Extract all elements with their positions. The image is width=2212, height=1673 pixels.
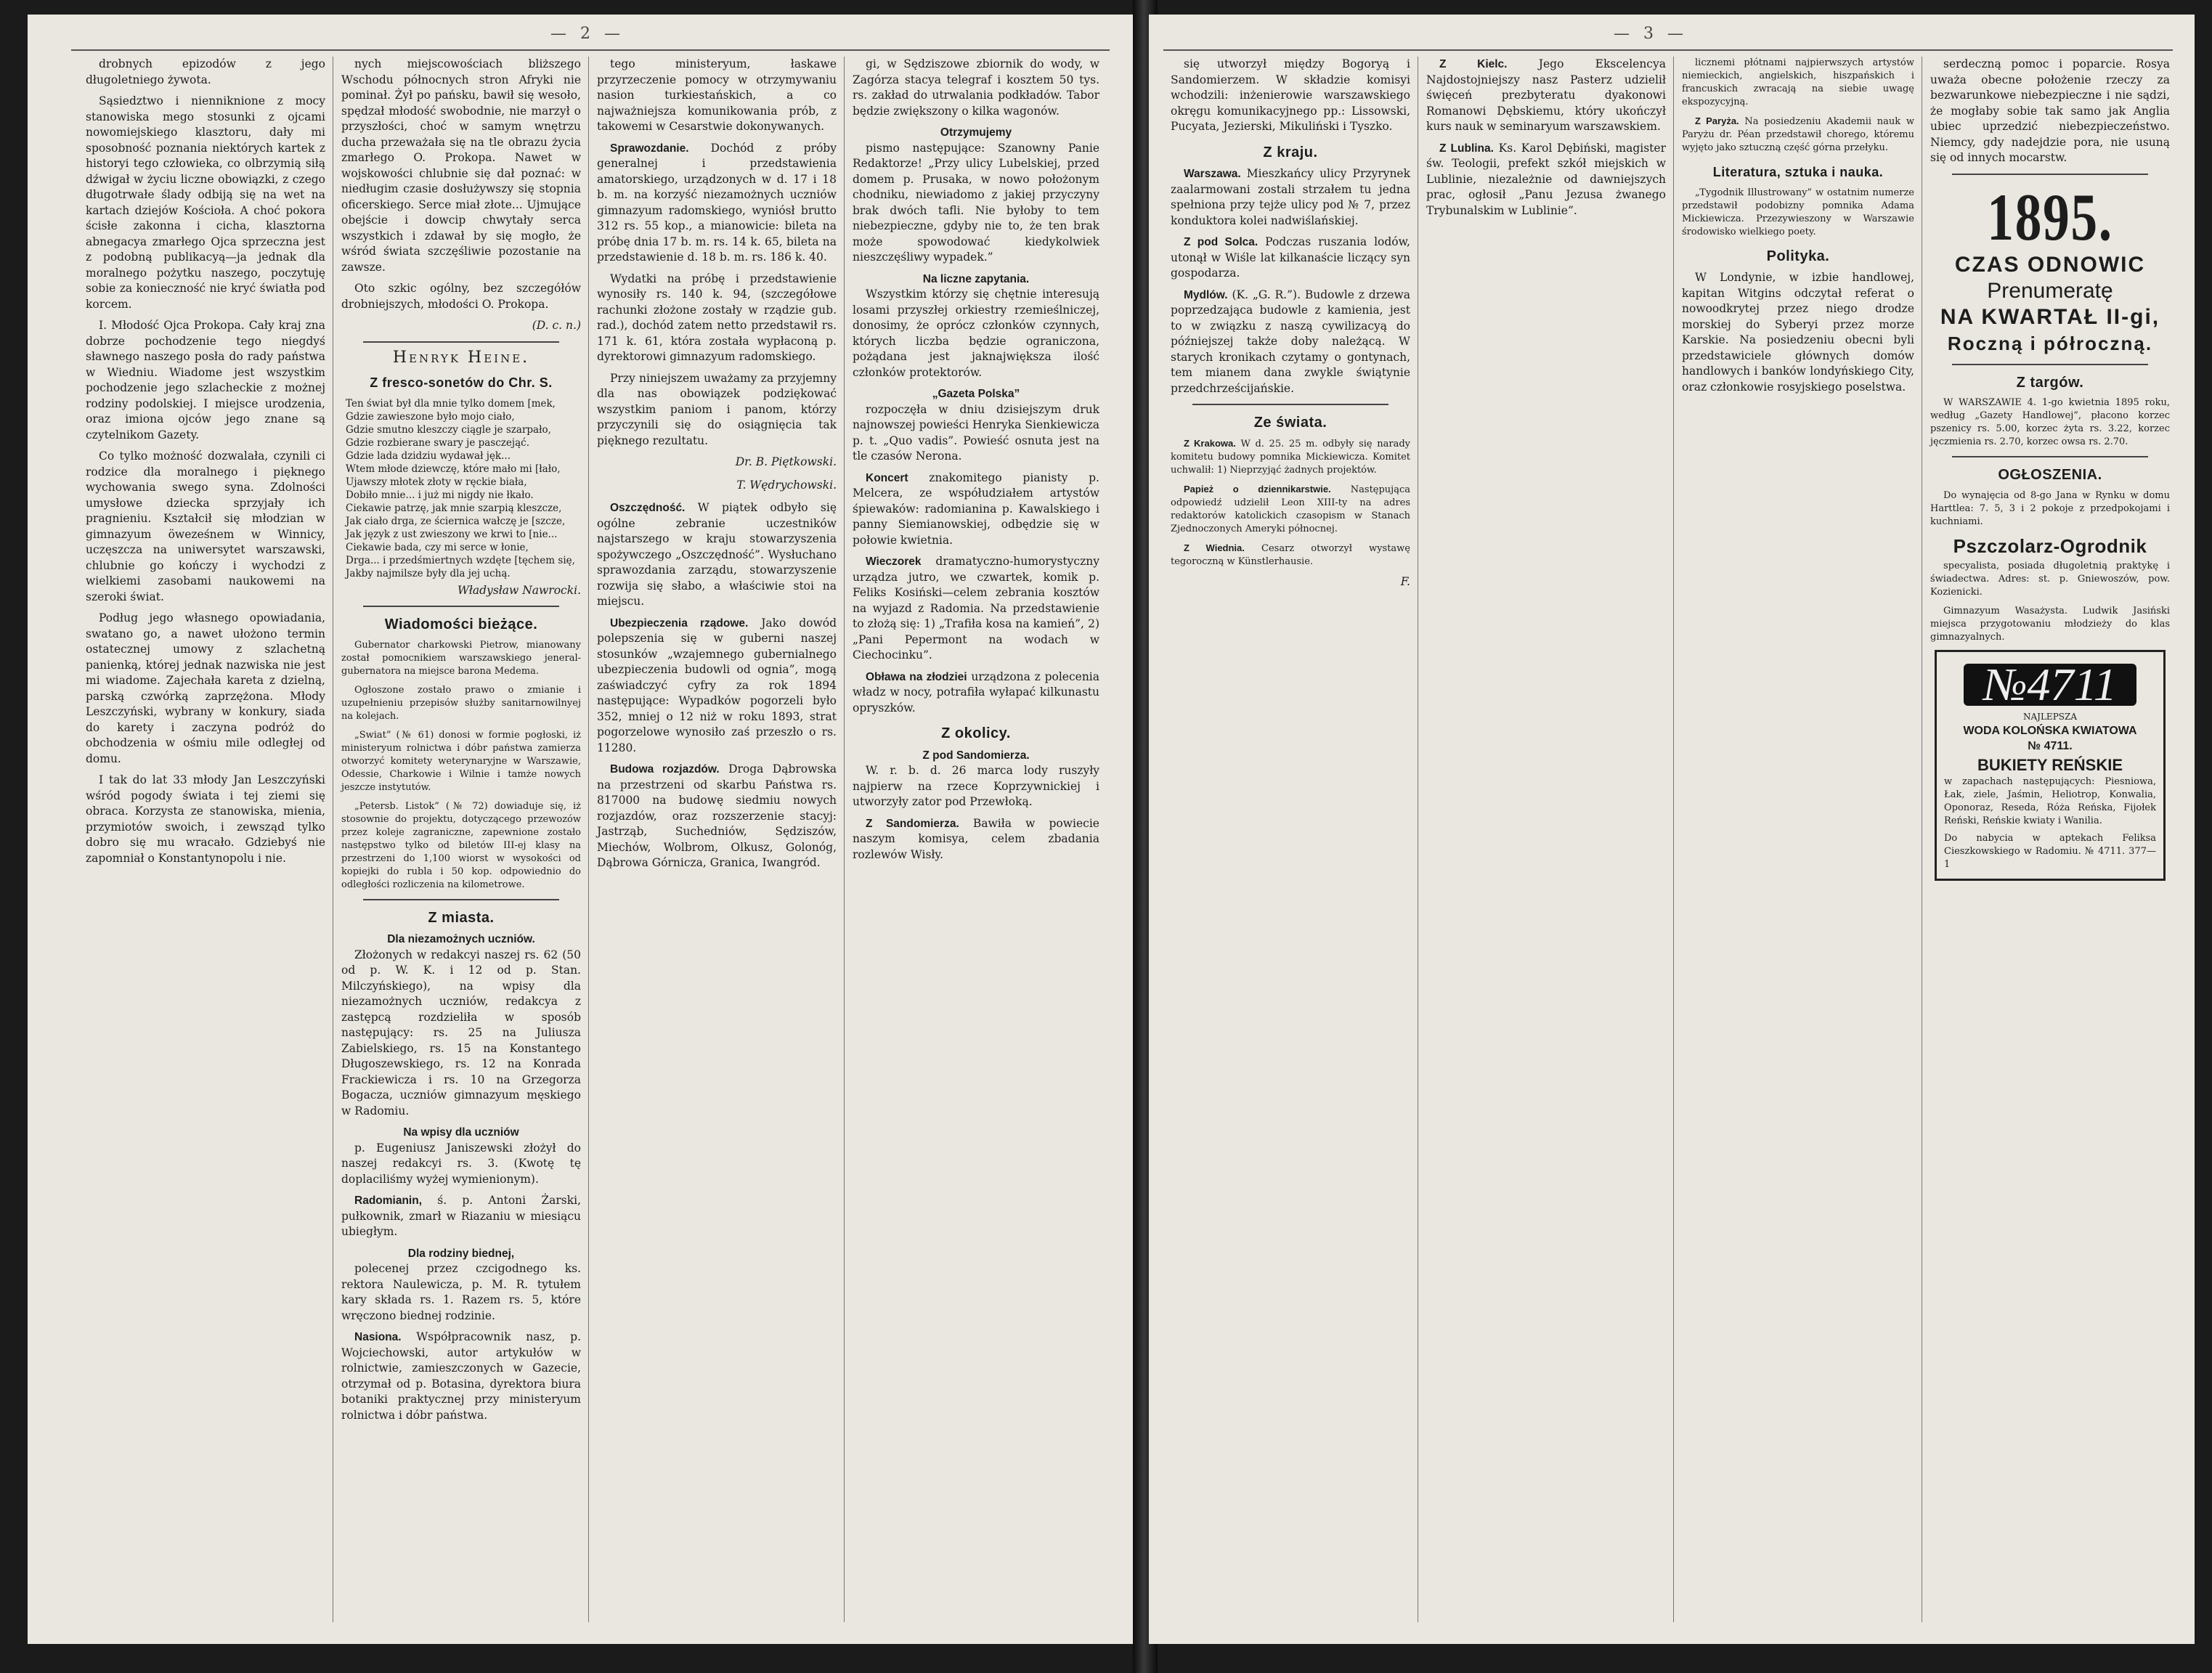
paragraph: Do wynajęcia od 8-go Jana w Rynku w domu Harttlea: 7. 5, 3 i 2 pokoje z przedpokojami i kuchniami.: [1930, 489, 2170, 527]
item-heading: Papież o dziennikarstwie.: [1184, 483, 1331, 494]
poem-line: Dobiło mnie... i już mi nigdy nie łkało.: [346, 489, 534, 501]
ad-line: NAJLEPSZA: [2022, 711, 2077, 722]
section-title: Z miasta.: [428, 909, 495, 926]
section-title: Ze świata.: [1253, 415, 1327, 431]
item-heading: „Gazeta Polska”: [932, 388, 1020, 400]
paragraph: gi, w Sędziszowe zbiornik do wody, w Zagórza stacya telegraf i kosztem 50 tys. rs. zakład do utrwalania podkładów. Tabor będzie zwiększony o kilka wagonów.: [853, 57, 1099, 118]
section-title: Wiadomości bieżące.: [384, 616, 538, 632]
ad-logo: №4711: [1964, 664, 2136, 706]
item-heading: Z pod Sandomierza.: [922, 749, 1030, 762]
news-item: „Petersb. Listok” (№ 72) dowiaduje się, iż stosownie do projektu, dotyczącego przewozów przez koleje zagraniczne, zapewnione zostało następstwo tylko od biletów III-ej klasy na przestrzeni do 1,100 wiorst w wysokości od kopiejki do rubla i 50 kop. odpowiednio do odległości rozliczenia na kilometrowe.: [341, 800, 581, 890]
item-heading: Na wpisy dla uczniów: [403, 1126, 519, 1139]
paragraph: serdeczną pomoc i poparcie. Rosya uważa obecne położenie rzeczy za bezwarunkowe niebezpieczne i nie sądzi, że mogłaby sobie tak samo jak Anglia ubiec uprzedzić niebezpieczeństwo. Niemcy, gdy nadejdzie pora, nie usuną się od innych mocarstw.: [1930, 57, 2170, 164]
item-heading: Z Lublina.: [1439, 142, 1494, 155]
section-title: Polityka.: [1766, 248, 1830, 264]
poem-line: Wtem młode dziewczę, które mało mi [łało,: [346, 463, 561, 475]
article-column-3: [597, 57, 837, 1622]
ad-text: w zapachach następujących: Piesniowa, Łak, ziele, Jaśmin, Heliotrop, Konwalia, Oponoraz, Reseda, Róża Reńska, Fijołek Reński, Reńskie kwiaty i Wanilia.: [1944, 776, 2156, 826]
paragraph-text: Bawiła w powiecie naszym komisya, celem zbadania rozlewów Wisły.: [853, 816, 1099, 861]
paragraph: drobnych epizodów z jego długoletniego żywota.: [86, 57, 325, 86]
paragraph: W WARSZAWIE 4. 1-go kwietnia 1895 roku, według „Gazety Handlowej”, płacono korzec pszenicy rs. 5.00, korzec żyta rs. 3.22, korzec jęczmienia rs. 2.70, korzec owsa rs. 2.70.: [1930, 397, 2170, 447]
item-heading: Sprawozdanie.: [610, 142, 689, 155]
cologne-ad: [1935, 650, 2166, 881]
poem-line: Jak ciało drga, ze ściernica wałczę je [szcze,: [346, 515, 566, 527]
item-heading: Z Krakowa.: [1184, 437, 1236, 449]
section-title: Literatura, sztuka i nauka.: [1712, 165, 1884, 179]
article-column-4: [853, 57, 1099, 1622]
item-heading: Z pod Solca.: [1184, 236, 1259, 248]
paragraph: Wydatki na próbę i przedstawienie wynosiły rs. 140 k. 94, (szczegółowe rachunki złożone zostały w rządzie gub. rad.), dochód zatem netto przedstawił rs. 171 k. 61, która została wypłaconą p. dyrektorowi gimnazyum radomskiego.: [597, 272, 837, 363]
translator: Władysław Nawrocki.: [457, 583, 581, 597]
section-divider: [1952, 174, 2148, 175]
section-title: Z okolicy.: [941, 725, 1011, 741]
item-heading: Nasiona.: [354, 1331, 402, 1343]
paragraph: Sąsiedztwo i nienniknione z mocy stanowiska mego stosunki z ojcami nowomiejskiego klasztoru, dały mi sposobność poznania niektórych kartek z historyi tego człowieka, co olbrzymią siłą dźwigał w życiu liczne obowiązki, z czego długotrwałe ślady odbiją się na wet na kartach dziejów Kościoła. A choć pokora ścisłe zakonna i cicha, klasztorna abnegacya zmarłego Ojca sprzeczna jest z podobną publikacyą—ja jednak dla moralnego pożytku naszego, poczytuję sobie za konieczność nie kryć światła pod korcem.: [86, 94, 325, 311]
ad-footer: Do nabycia w aptekach Feliksa Cieszkowskiego w Radomiu. № 4711. 377—1: [1944, 833, 2156, 870]
column-divider: [588, 57, 589, 1622]
poem: [341, 397, 581, 580]
paragraph-text: Jako dowód polepszenia się w guberni naszej stosunków „wzajemnego gubernialnego ubezpieczenia budowli od ognia”, mogą zaświadczyć cyfry za rok 1894 następujące: Wypadków pogorzeli było 352, mniej o 12 niż w roku 1893, strat pogorzelowe wynosiło zaś przeszło o rs. 11280.: [597, 616, 837, 754]
signature: (D. c. n.): [532, 319, 581, 332]
paragraph-text: W d. 25. 25 m. odbyły się narady komitetu budowy pomnika Mickiewicza. Komitet uchwalił: 1) Nieprzyjąć żadnych projektów.: [1171, 438, 1410, 476]
paragraph: rozpoczęła w dniu dzisiejszym druk najnowszej powieści Henryka Sienkiewicza p. t. „Quo vadis”. Powieść osnuta jest na tle czasów Nerona.: [853, 402, 1099, 463]
paragraph-text: Na posiedzeniu Akademii nauk w Paryżu dr. Péan przedstawił chorego, któremu wyjęto jako sztuczną część górna przełyku.: [1682, 116, 1914, 153]
poem-line: Jakby najmilsze były dla jej uchą.: [346, 567, 511, 579]
paragraph: I tak do lat 33 młody Jan Leszczyński wśród pogody świata i tej ziemi się obraca. Korzysta ze stanowiska, mienia, przymiotów swoich, i zewsząd tylko dobro się mu wracało. Gdziebyś nie zapomniał o Konstantynopolu i nie.: [86, 773, 325, 865]
ad-title: Pszczolarz-Ogrodnik: [1953, 534, 2147, 557]
ad-line: № 4711.: [2028, 740, 2073, 752]
article-column-2: [1426, 57, 1666, 1622]
paragraph-text: Droga Dąbrowska na przestrzeni od skarbu Państwa rs. 817000 na budowę siedmiu nowych rozjazdów, oraz rozszerzenie stacyj: Jastrząb, Suchedniów, Sędziszów, Miechów, Wolbrom, Olkusz, Golonóg, Dąbrowa Górnicza, Granica, Iwangród.: [597, 762, 837, 869]
paragraph: pismo następujące: Szanowny Panie Redaktorze! „Przy ulicy Lubelskiej, przed domem p. Prusaka, w nowo położonym chodniku, niewiadomo z jakiej przyczyny brak dwóch tafli. Nie byłoby to tem niebezpieczne, gdyby nie to, że ten brak może spowodować kiedykolwiek nieszczęśliwy wypadek.”: [853, 141, 1099, 264]
poem-line: Gdzie smutno kleszczy ciągle je szarpało,: [346, 423, 551, 436]
page-number: — 3 —: [1614, 25, 1688, 43]
news-item: Ogłoszone zostało prawo o zmianie i uzupełnieniu przepisów służby sanitarnowilnyej na kolejach.: [341, 684, 581, 722]
article-column-1: [1171, 57, 1410, 1622]
paragraph-text: Cesarz otworzył wystawę tegoroczną w Künstlerhausie.: [1171, 542, 1410, 567]
poem-line: Gdzie lada dzidziu wydawał jęk...: [346, 449, 511, 462]
top-rule: [1163, 49, 2173, 51]
paragraph: specyalista, posiada długoletnią praktykę i świadectwa. Adres: st. p. Gniewoszów, pow. Kozienicki.: [1930, 561, 2170, 598]
paragraph-text: Współpracownik nasz, p. Wojciechowski, autor artykułów w rolnictwie, zamieszczonych w Gazecie, otrzymał od p. Botasina, dyrektora biura botaniki praktycznej przy ministeryum rolnictwa i dóbr państwa.: [341, 1330, 581, 1422]
item-heading: Mydlów.: [1184, 288, 1228, 301]
item-heading: Obława na złodziei: [866, 670, 967, 683]
paragraph: Gimnazyum Wasażysta. Ludwik Jasiński miejsca przygotowaniu młodzieży do klas gimnazyalnych.: [1930, 606, 2170, 643]
paragraph-text: znakomitego pianisty p. Melcera, ze współudziałem artystów śpiewaków: radomianina p. Kawalskiego i panny Siemianowskiej, odbędzie się w połowie kwietnia.: [853, 471, 1099, 547]
paragraph-text: Jego Ekscelencya Najdostojniejszy nasz Pasterz udzielił święceń prezbyteratu dyakonowi Romanowi Dębskiemu, który ukończył kurs nauk w seminaryum warszawskiem.: [1426, 57, 1666, 133]
paragraph: Co tylko możność dozwalała, czynili ci rodzice dla moralnego i pięknego wychowania swego syna. Zdolności umysłowe dziecka sprzyjały ich pragnieniu. Kształcił się młodzian w gimnazyum öweześnem w Winnicy, uczęszcza na uniwersytet warszawski, chlubnie go kończy i wychodzi z wielkiemi zasobami naukowemi na szeroki świat.: [86, 449, 325, 603]
paragraph: W. r. b. d. 26 marca lody ruszyły najpierw na rzece Koprzywnickiej i utworzyły zator pod Przewłoką.: [853, 764, 1099, 808]
paragraph-text: dramatyczno-humorystyczny urządza jutro, we czwartek, komik p. Feliks Kosiński—celem zebrania kosztów na wyjazd z Radomia. Na przedstawienie to złożą się: 1) „Trafiła kosa na kamień”, 2) „Pani Pepermont na wodach w Ciechocinku”.: [853, 555, 1099, 662]
paragraph: polecenej przez czcigodnego ks. rektora Naulewicza, p. M. R. tytułem kary składa rs. 1. Razem rs. 5, które wręczono biednej rodzinie.: [341, 1262, 581, 1322]
poem-line: Ciekawie bada, czy mi serce w łonie,: [346, 541, 529, 553]
paragraph: Przy niniejszem uważamy za przyjemny dla nas obowiązek podziękować wszystkim paniom i panom, którzy przyczynili się do osiągnięcia tak pięknego rezultatu.: [597, 371, 837, 447]
item-heading: Dla rodziny biednej,: [407, 1247, 515, 1260]
paragraph: tego ministeryum, łaskawe przyrzeczenie pomocy w otrzymywaniu nasion turkiestańskich, a co najważniejsza komunikowania prób, z takowemi w Cesarstwie dokonywanych.: [597, 57, 837, 133]
signature: T. Wędrychowski.: [736, 478, 837, 492]
section-divider: [1952, 364, 2148, 365]
article-column-2: [341, 57, 581, 1622]
news-item: „Swiat” (№ 61) donosi w formie pogłoski, iż ministeryum rolnictwa i dóbr państwa zamierza otworzyć komitety weterynaryjne w Warszawie, Odessie, Charkowie i Wilnie i tamże nowych jeszcze instytutów.: [341, 729, 581, 793]
item-heading: Oszczędność.: [610, 502, 686, 514]
section-divider: [1192, 404, 1388, 405]
signature: F.: [1400, 574, 1410, 588]
right-page: [1149, 15, 2195, 1644]
item-heading: Warszawa.: [1184, 168, 1241, 180]
subscription-ad-title: CZAS ODNOWIC: [1954, 252, 2146, 277]
item-heading: Dla niezamożnych uczniów.: [387, 933, 535, 945]
item-heading: Z Sandomierza.: [866, 817, 959, 830]
poem-line: Ciekawie patrzę, jak mnie szarpią kleszcze,: [346, 502, 562, 514]
paragraph: nych miejscowościach bliższego Wschodu północnych stron Afryki nie pominał. Żył po pańsku, bawił się wesoło, spędzał młodość swobodnie, nie marzył o przyszłości, choć w samym wnętrzu ducha przeważała się na tle obrazu życia zmarłego O. Prokopa. Nawet w wojskowości chlubnie się dał poznać: w niedługim czasie dosłużywszy się stopnia oficerskiego. Serce miał złote... Ujmujące obejście i dowcip chwytały serca wszystkich i zdawał by się mogło, że wśród świata szczęśliwie pozostanie na zawsze.: [341, 57, 581, 274]
paragraph-text: (K. „G. R.”). Budowle z drzewa poprzedzająca budowle z kamienia, jest to w związku z naszą cywilizacyą do późniejszej także doby należącą. W starych kronikach czytamy o gontynach, tem mianem dana zwykle świątynie przedchrześcijańskie.: [1171, 288, 1410, 395]
column-divider: [1673, 57, 1674, 1622]
subscription-ad-line: NA KWARTAŁ II-gi,: [1940, 304, 2160, 329]
paragraph: się utworzył między Bogoryą i Sandomierzem. W składzie komisyi wchodzili: inżenierowie warszawskiego okręgu komunikacyjnego pp.: Lissowski, Pucyata, Jezierski, Mikuliński i Tyszko.: [1171, 57, 1410, 133]
section-divider: [1952, 456, 2148, 457]
poem-line: Ten świat był dla mnie tylko domem [mek,: [346, 397, 556, 410]
section-title: OGŁOSZENIA.: [1998, 467, 2102, 483]
item-heading: Koncert: [866, 471, 908, 484]
item-heading: Budowa rozjazdów.: [610, 763, 720, 776]
section-title: Z targów.: [2016, 374, 2084, 391]
item-heading: Z Paryża.: [1695, 115, 1739, 126]
section-title: Z kraju.: [1263, 144, 1318, 160]
paragraph: Wszystkim którzy się chętnie interesują losami przyszłej orkiestry rzemieślniczej, donosimy, że oprócz członków czynnych, których liczba będzie ograniczona, pożądana jest jaknajwiększa ilość członków protektorów.: [853, 288, 1099, 379]
poem-line: Ujawszy młotek złoty w ręckie biała,: [346, 476, 527, 488]
paragraph-text: ś. p. Antoni Żarski, pułkownik, zmarł w Riazaniu w miesiącu ubiegłym.: [341, 1194, 581, 1238]
paragraph: Podług jego własnego opowiadania, swatano go, a nawet ułożono termin ostatecznej umowy z szlachetną panienką, której jednak nazwiska nie jest mi wiadome. Zajechała kareta z dzielną, parską czwórką zaprzężona. Młody Leszczyński, wybrany w konkury, siada do karety i zaczyna podróż do obchodzenia w ośmiu mile odległej od domu.: [86, 611, 325, 765]
item-heading: Na liczne zapytania.: [922, 272, 1030, 285]
paragraph: licznemi płótnami najpierwszych artystów niemieckich, angielskich, hiszpańskich i francuskich zwracają na siebie uwagę ekspozycyjną.: [1682, 57, 1914, 107]
news-item: Gubernator charkowski Pietrow, mianowany został pomocnikiem warszawskiego jeneral-gubernatora na miejsce barona Medema.: [341, 639, 581, 677]
section-divider: [363, 899, 559, 900]
paragraph: W Londynie, w izbie handlowej, kapitan Witgins odczytał referat o nowoodkrytej przez niego drodze morskiej do Syberyi przez morze Karskie. Na posiedzeniu obecni byli przedstawiciele głównych domów handlowych i banków londyńskiego City, oraz członkowie rosyjskiego poselstwa.: [1682, 271, 1914, 394]
page-number: — 2 —: [550, 25, 625, 43]
poem-line: Jak język z ust zwieszony we krwi to [nie...: [346, 528, 558, 540]
paragraph-text: Dochód z próby generalnej i przedstawienia amatorskiego, urządzonych w d. 17 i 18 b. m. na korzyść niezamożnych uczniów gimnazyum radomskiego, wyniósł brutto 312 rs. 55 kop., a mianowicie: bileta na próbę dnia 17 b. m. rs. 14 k. 65, bileta na przedstawienie d. 18 b. m. rs. 186 k. 40.: [597, 141, 837, 264]
left-page: [28, 15, 1139, 1644]
item-heading: Z Wiednia.: [1184, 542, 1245, 553]
item-heading: Z Kielc.: [1439, 58, 1508, 70]
signature: Dr. B. Piętkowski.: [735, 455, 837, 468]
paragraph: „Tygodnik Illustrowany” w ostatnim numerze przedstawił podobizny pomnika Adama Mickiewicza. Przezywieszony w Warszawie środowisko wielkiego poety.: [1682, 187, 1914, 237]
paragraph: Złożonych w redakcyi naszej rs. 62 (50 od p. W. K. i 12 od p. Stan. Milczyńskiego), na wpisy dla niezamożnych uczniów, redakcya z zastępcą rozdzieliła w sposób następujący: rs. 25 na Juliusza Zabielskiego, rs. 15 na Konstantego Długoszewskiego, rs. 12 na Konrada Frackiewicza i rs. 10 na Grzegorza Bogacza, uczniów gimnazyum męskiego w Radomiu.: [341, 948, 581, 1118]
ad-line: BUKIETY REŃSKIE: [1977, 755, 2123, 774]
item-heading: Radomianin,: [354, 1194, 423, 1207]
poem-title: Z fresco-sonetów do Chr. S.: [370, 375, 553, 390]
paragraph-text: Ks. Karol Dębiński, magister św. Teologii, prefekt szkół miejskich w Lublinie, niezależnie od dawniejszych prac, ogłosił „Panu Jezusa żwanego Trybunalskim w Lublinie”.: [1426, 141, 1666, 217]
paragraph: p. Eugeniusz Janiszewski złożył do naszej redakcyi rs. 3. (Kwotę tę doplaciliśmy wyżej wymienionym).: [341, 1141, 581, 1186]
poem-line: Gdzie zawieszone było mojo ciało,: [346, 410, 515, 423]
section-divider: [363, 606, 559, 607]
item-heading: Otrzymujemy: [940, 126, 1012, 139]
column-divider: [844, 57, 845, 1622]
top-rule: [71, 49, 1110, 51]
paragraph-text: Następująca odpowiedź udzielił Leon XIII-ty na adres redaktorów katolickich czasopism w Stanach Zjednoczonych Ameryki północnej.: [1171, 484, 1410, 534]
section-divider: [363, 341, 559, 343]
paragraph-text: urządzona z polecenia władz w nocy, potrafiła wyłapać kilkunastu opryszków.: [853, 669, 1100, 715]
poem-author: Henryk Heine.: [392, 348, 530, 367]
article-column-4: [1930, 57, 2170, 1622]
subscription-ad-line: Prenumeratę: [1987, 278, 2113, 303]
paragraph: Oto szkic ogólny, bez szczegółów drobniejszych, młodości O. Prokopa.: [341, 282, 581, 311]
item-heading: Wieczorek: [866, 555, 922, 568]
paragraph: I. Młodość Ojca Prokopa. Cały kraj zna dobrze pochodzenie tego niegdyś sławnego naszego posła do rady państwa w Wiedniu. Wiadome jest wszystkim pochodzenie jego szlacheckie z możnej rodziny podolskiej. I miejsce urodzenia, oraz imiona ojców jego znane są czytelnikom Gazety.: [86, 319, 325, 441]
item-heading: Ubezpieczenia rządowe.: [610, 616, 749, 630]
ad-line: WODA KOLOŃSKA KWIATOWA: [1963, 724, 2137, 737]
paragraph-text: W piątek odbyło się ogólne zebranie uczestników najstarszego w kraju stowarzyszenia spożywczego „Oszczędność”. Wysłuchano sprawozdania zarządu, stowarzyszenie rozwija się słabo, a właściwie stoi na miejscu.: [597, 501, 837, 608]
subscription-ad-year: 1895.: [1987, 179, 2113, 254]
paragraph-text: Mieszkańcy ulicy Przyrynek zaalarmowani zostali strzałem tu jedna spełniona przy tejże ulicy pod № 7, przez konduktora kolei nadwiślańskiej.: [1171, 167, 1410, 227]
poem-line: Gdzie rozbierane swary je pasczejąć.: [346, 436, 529, 449]
paragraph-text: Podczas ruszania lodów, utonął w Wiśle lat kilkanaście liczący syn gospodarza.: [1171, 235, 1410, 280]
article-column-1: [86, 57, 325, 1622]
subscription-ad-line: Roczną i półroczną.: [1947, 332, 2153, 354]
poem-line: Drga... i przedśmiertnych wzdęte [tęchem się,: [346, 554, 575, 566]
article-column-3: [1682, 57, 1914, 1622]
